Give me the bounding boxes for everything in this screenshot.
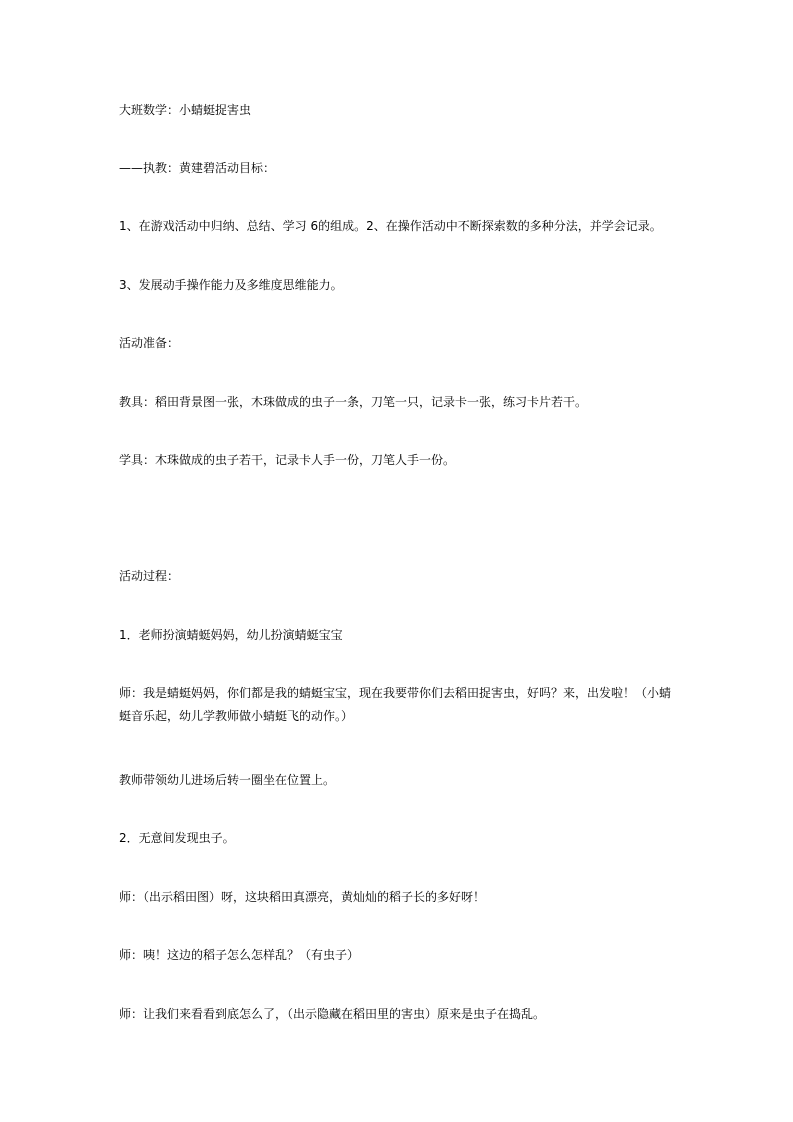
- dialogue-4: 师：让我们来看看到底怎么了，（出示隐藏在稻田里的害虫）原来是虫子在捣乱。: [119, 1007, 546, 1021]
- goals-1-2: 1、在游戏活动中归纳、总结、学习 6的组成。2、在操作活动中不断探索数的多种分法，并学会记录。: [119, 219, 662, 233]
- dialogue-1: 师：我是蜻蜓妈妈，你们都是我的蜻蜓宝宝，现在我要带你们去稻田捉害虫，好吗？来，出发啦！（小蜻蜓音乐起，幼儿学教师做小蜻蜓飞的动作。）: [119, 686, 672, 723]
- teacher-line: ——执教：黄建碧活动目标：: [119, 161, 276, 175]
- teacher-materials: 教具：稻田背景图一张，木珠做成的虫子一条，刀笔一只，记录卡一张，练习卡片若干。: [119, 395, 588, 409]
- narration-1: 教师带领幼儿进场后转一圈坐在位置上。: [119, 773, 336, 787]
- student-materials: 学具：木珠做成的虫子若干，记录卡人手一份，刀笔人手一份。: [119, 453, 456, 467]
- process-heading: 活动过程：: [119, 569, 180, 583]
- step-2: 2．无意间发现虫子。: [119, 831, 235, 845]
- document-title: 大班数学：小蜻蜓捉害虫: [119, 103, 252, 117]
- dialogue-3: 师：咦！这边的稻子怎么怎样乱？（有虫子）: [119, 948, 360, 962]
- dialogue-2: 师：（出示稻田图）呀，这块稻田真漂亮，黄灿灿的稻子长的多好呀！: [119, 890, 486, 904]
- prep-heading: 活动准备：: [119, 336, 180, 350]
- goal-3: 3、发展动手操作能力及多维度思维能力。: [119, 278, 343, 292]
- step-1: 1．老师扮演蜻蜓妈妈，幼儿扮演蜻蜓宝宝: [119, 628, 343, 642]
